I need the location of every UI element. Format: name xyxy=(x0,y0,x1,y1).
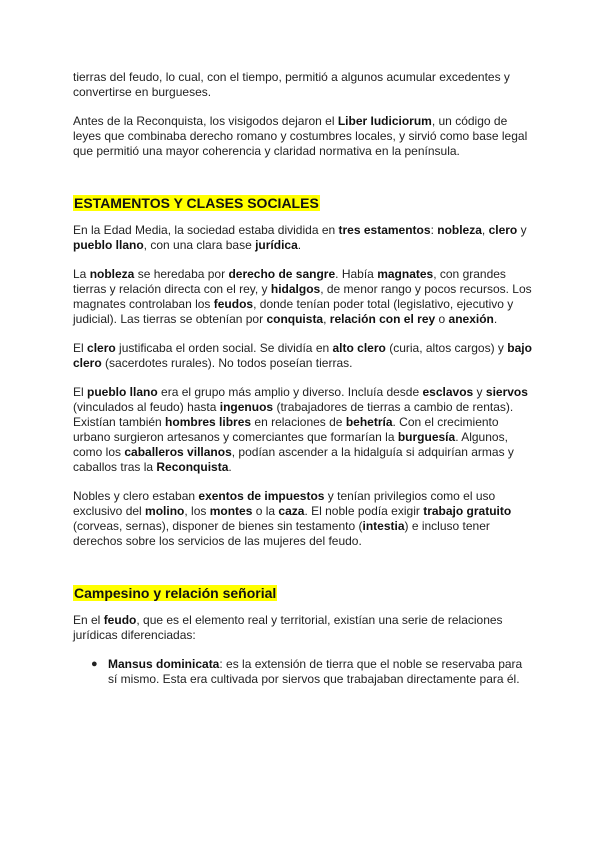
bold-term: intestia xyxy=(362,519,405,533)
bold-term: pueblo llano xyxy=(87,385,158,399)
bold-term: tres estamentos xyxy=(338,223,431,237)
paragraph-clero: El clero justificaba el orden social. Se dividía en alto clero (curia, altos cargos) y bajo clero (sacerdotes rurales). No todos poseían tierras. xyxy=(73,341,532,370)
bold-term: siervos xyxy=(485,385,528,399)
section-heading-estamentos: ESTAMENTOS Y CLASES SOCIALES xyxy=(74,195,319,211)
bold-term: hidalgos xyxy=(270,282,321,296)
bold-term: pueblo llano xyxy=(73,238,144,252)
bold-term: behetría xyxy=(345,415,393,429)
paragraph-liber-iudiciorum: Antes de la Reconquista, los visigodos dejaron el Liber Iudiciorum, un código de leyes que combinaba derecho romano y costumbres locales, y sirvió como base legal que permitió una mayor coherencia y claridad normativa en la península. xyxy=(73,114,528,158)
bold-term: exentos de impuestos xyxy=(198,489,325,503)
bold-term: anexión xyxy=(448,312,494,326)
bold-term: derecho de sangre xyxy=(228,267,336,281)
section-heading-campesino: Campesino y relación señorial xyxy=(74,585,277,601)
paragraph-privilegios: Nobles y clero estaban exentos de impuestos y tenían privilegios como el uso exclusivo del molino, los montes o la caza. El noble podía exigir trabajo gratuito (corveas, sernas), disponer de bienes sin testamento (intestia) e incluso tener derechos sobre los servicios de las mujeres del feudo. xyxy=(73,489,512,548)
paragraph-intro-continuation: tierras del feudo, lo cual, con el tiempo, permitió a algunos acumular excedentes y convertirse en burgueses. xyxy=(73,70,510,99)
bold-term: trabajo gratuito xyxy=(423,504,512,518)
bold-term: nobleza xyxy=(89,267,135,281)
list-item: ● Mansus dominicata: es la extensión de tierra que el noble se reservaba para sí mismo. Esta era cultivada por siervos que trabajaban directamente para él. xyxy=(91,657,523,686)
bold-term: conquista xyxy=(266,312,324,326)
bold-term: magnates xyxy=(377,267,434,281)
bullet-list xyxy=(73,657,533,687)
bold-term: ingenuos xyxy=(219,400,274,414)
bold-term: Reconquista xyxy=(156,460,229,474)
bold-term: caza xyxy=(278,504,305,518)
bold-term: hombres libres xyxy=(165,415,252,429)
bold-term: feudos xyxy=(213,297,254,311)
document-page xyxy=(73,70,533,687)
bold-term: molino xyxy=(145,504,185,518)
paragraph-feudo: En el feudo, que es el elemento real y territorial, existían una serie de relaciones jurídicas diferenciadas: xyxy=(73,613,503,642)
bold-term: feudo xyxy=(103,613,137,627)
bold-term: burguesía xyxy=(397,430,456,444)
bold-term: alto clero xyxy=(332,341,386,355)
bold-term: montes xyxy=(209,504,253,518)
paragraph-nobleza: La nobleza se heredaba por derecho de sangre. Había magnates, con grandes tierras y relación directa con el rey, y hidalgos, de menor rango y pocos recursos. Los magnates controlaban los feudos, donde tenían poder total (legislativo, ejecutivo y judicial). Las tierras se obtenían por conquista, relación con el rey o anexión. xyxy=(73,267,532,326)
bold-term: clero xyxy=(488,223,518,237)
bold-term: caballeros villanos xyxy=(124,445,232,459)
bold-term: nobleza xyxy=(437,223,482,237)
bold-term: Liber Iudiciorum xyxy=(337,114,432,128)
paragraph-pueblo-llano: El pueblo llano era el grupo más amplio y diverso. Incluía desde esclavos y siervos (vinculados al feudo) hasta ingenuos (trabajadores de tierras a cambio de rentas). Existían también hombres libres en relaciones de behetría. Con el crecimiento urbano surgieron artesanos y comerciantes que formarían la burguesía. Algunos, como los caballeros villanos, podían ascender a la hidalguía si adquirían armas y caballos tras la Reconquista. xyxy=(73,385,528,474)
bold-term: esclavos xyxy=(422,385,474,399)
bullet-icon: ● xyxy=(91,658,98,670)
bold-term: bajo clero xyxy=(73,341,532,370)
bold-term: jurídica xyxy=(255,238,298,252)
bold-term: relación con el rey xyxy=(329,312,436,326)
paragraph-tres-estamentos: En la Edad Media, la sociedad estaba dividida en tres estamentos: nobleza, clero y pueblo llano, con una clara base jurídica. xyxy=(73,223,527,252)
bold-term: clero xyxy=(87,341,116,355)
bold-term: Mansus dominicata xyxy=(108,657,220,671)
